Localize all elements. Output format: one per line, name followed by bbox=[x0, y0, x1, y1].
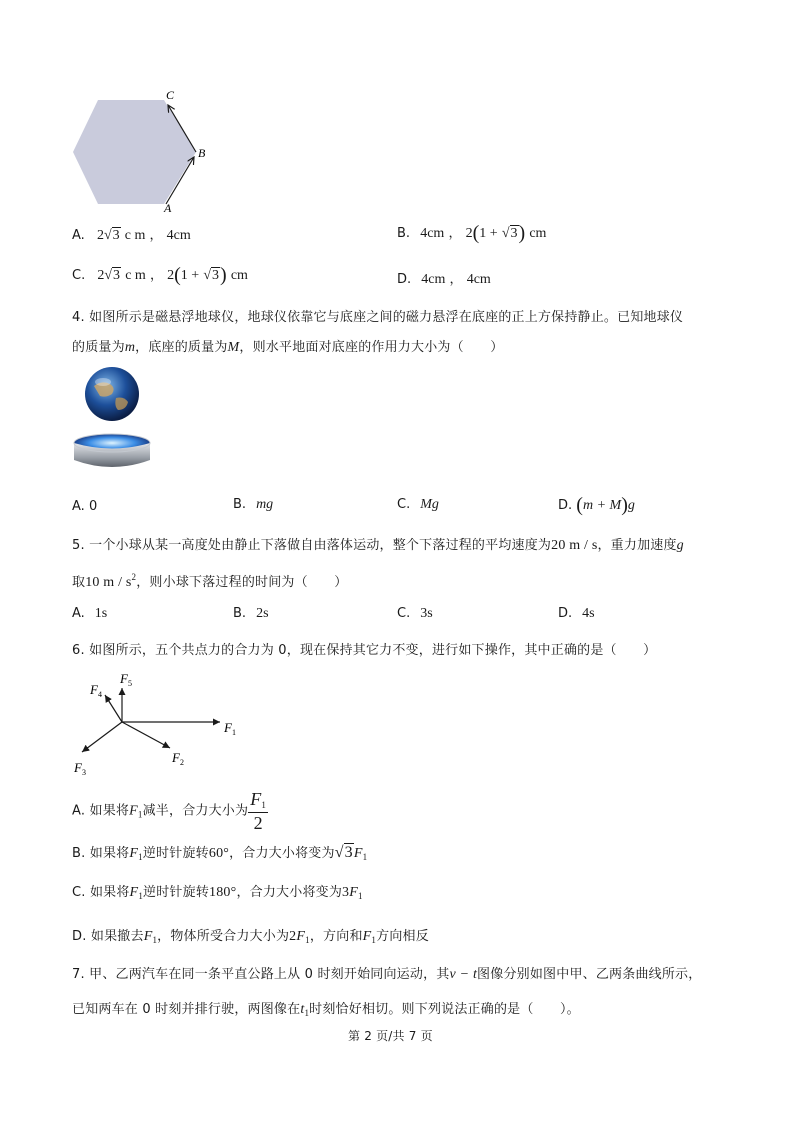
q5-stem-line1: 5. 一个小球从某一高度处由静止下落做自由落体运动，整个下落过程的平均速度为20 m / s，重力加速度g bbox=[72, 538, 684, 553]
hex-label-a: A bbox=[164, 201, 172, 214]
q3-option-d[interactable]: D. 4cm ， 4cm bbox=[397, 272, 491, 287]
force-f5-label: $F_5$ bbox=[120, 671, 132, 688]
q4-option-a[interactable]: A. 0 bbox=[72, 499, 98, 514]
hex-label-b: B bbox=[198, 146, 206, 160]
force-f2-label: $F_2$ bbox=[172, 750, 184, 767]
q4-option-c[interactable]: C. Mg bbox=[397, 497, 439, 512]
force-f3-label: $F_3$ bbox=[74, 760, 86, 777]
q6-option-b[interactable]: B. 如果将$F_1$逆时针旋转60°，合力大小将变为$√3F_1$ bbox=[72, 844, 368, 862]
q4-stem-line2: 的质量为m，底座的质量为M，则水平地面对底座的作用力大小为（ ） bbox=[72, 340, 504, 355]
q3-option-a[interactable]: A. 2√3 c m ， 4cm bbox=[72, 228, 191, 243]
force-f3-arrow bbox=[82, 722, 122, 752]
q5-option-a[interactable]: A. 1s bbox=[72, 606, 108, 621]
q6-option-d[interactable]: D. 如果撤去$F_1$，物体所受合力大小为$2F_1$，方向和$F_1$方向相反 bbox=[72, 929, 429, 945]
q4-option-d[interactable]: D. (m + M)g bbox=[558, 494, 635, 516]
q5-option-d[interactable]: D. 4s bbox=[558, 606, 595, 621]
q7-stem-line2: 已知两车在 0 时刻并排行驶，两图像在$t_1$时刻恰好相切。则下列说法正确的是（ ）。 bbox=[72, 1002, 580, 1018]
q7-stem-line1: 7. 甲、乙两汽车在同一条平直公路上从 0 时刻开始同向运动，其v − t图像分别如图中甲、乙两条曲线所示， bbox=[72, 967, 702, 982]
q5-stem-line2: 取10 m / $s^2$，则小球下落过程的时间为（ ） bbox=[72, 572, 348, 590]
force-f2-arrow bbox=[122, 722, 170, 748]
q4-option-b[interactable]: B. mg bbox=[233, 497, 274, 512]
q6-option-a[interactable]: A. 如果将$F_1$减半，合力大小为 $\frac{F_1}{2}$ bbox=[72, 789, 267, 833]
q3-option-c[interactable]: C. 2√3 c m ， 2(1 + √3) cm bbox=[72, 264, 248, 286]
force-diagram bbox=[72, 670, 252, 780]
hexagon-shape bbox=[73, 100, 196, 204]
q3-option-b[interactable]: B. 4cm ， 2(1 + √3) cm bbox=[397, 222, 547, 244]
f1-half-fraction: $\frac{F_1}{2}$ bbox=[250, 789, 267, 833]
q4-stem-line1: 4. 如图所示是磁悬浮地球仪，地球仪依靠它与底座之间的磁力悬浮在底座的正上方保持静止。已知地球仪 bbox=[72, 310, 684, 325]
force-f4-arrow bbox=[105, 695, 122, 722]
q5-option-b[interactable]: B. 2s bbox=[233, 606, 269, 621]
q6-stem: 6. 如图所示，五个共点力的合力为 0，现在保持其它力不变，进行如下操作，其中正确的是（ ） bbox=[72, 643, 657, 658]
maglev-globe-image bbox=[72, 364, 152, 476]
force-f1-label: $F_1$ bbox=[224, 720, 236, 737]
hexagon-figure bbox=[62, 84, 222, 214]
hex-label-c: C bbox=[166, 88, 175, 102]
q5-option-c[interactable]: C. 3s bbox=[397, 606, 433, 621]
q6-option-c[interactable]: C. 如果将$F_1$逆时针旋转180°，合力大小将变为$3F_1$ bbox=[72, 885, 363, 901]
page-footer: 第 2 页/共 7 页 bbox=[348, 1029, 433, 1043]
force-f4-label: $F_4$ bbox=[90, 682, 102, 699]
